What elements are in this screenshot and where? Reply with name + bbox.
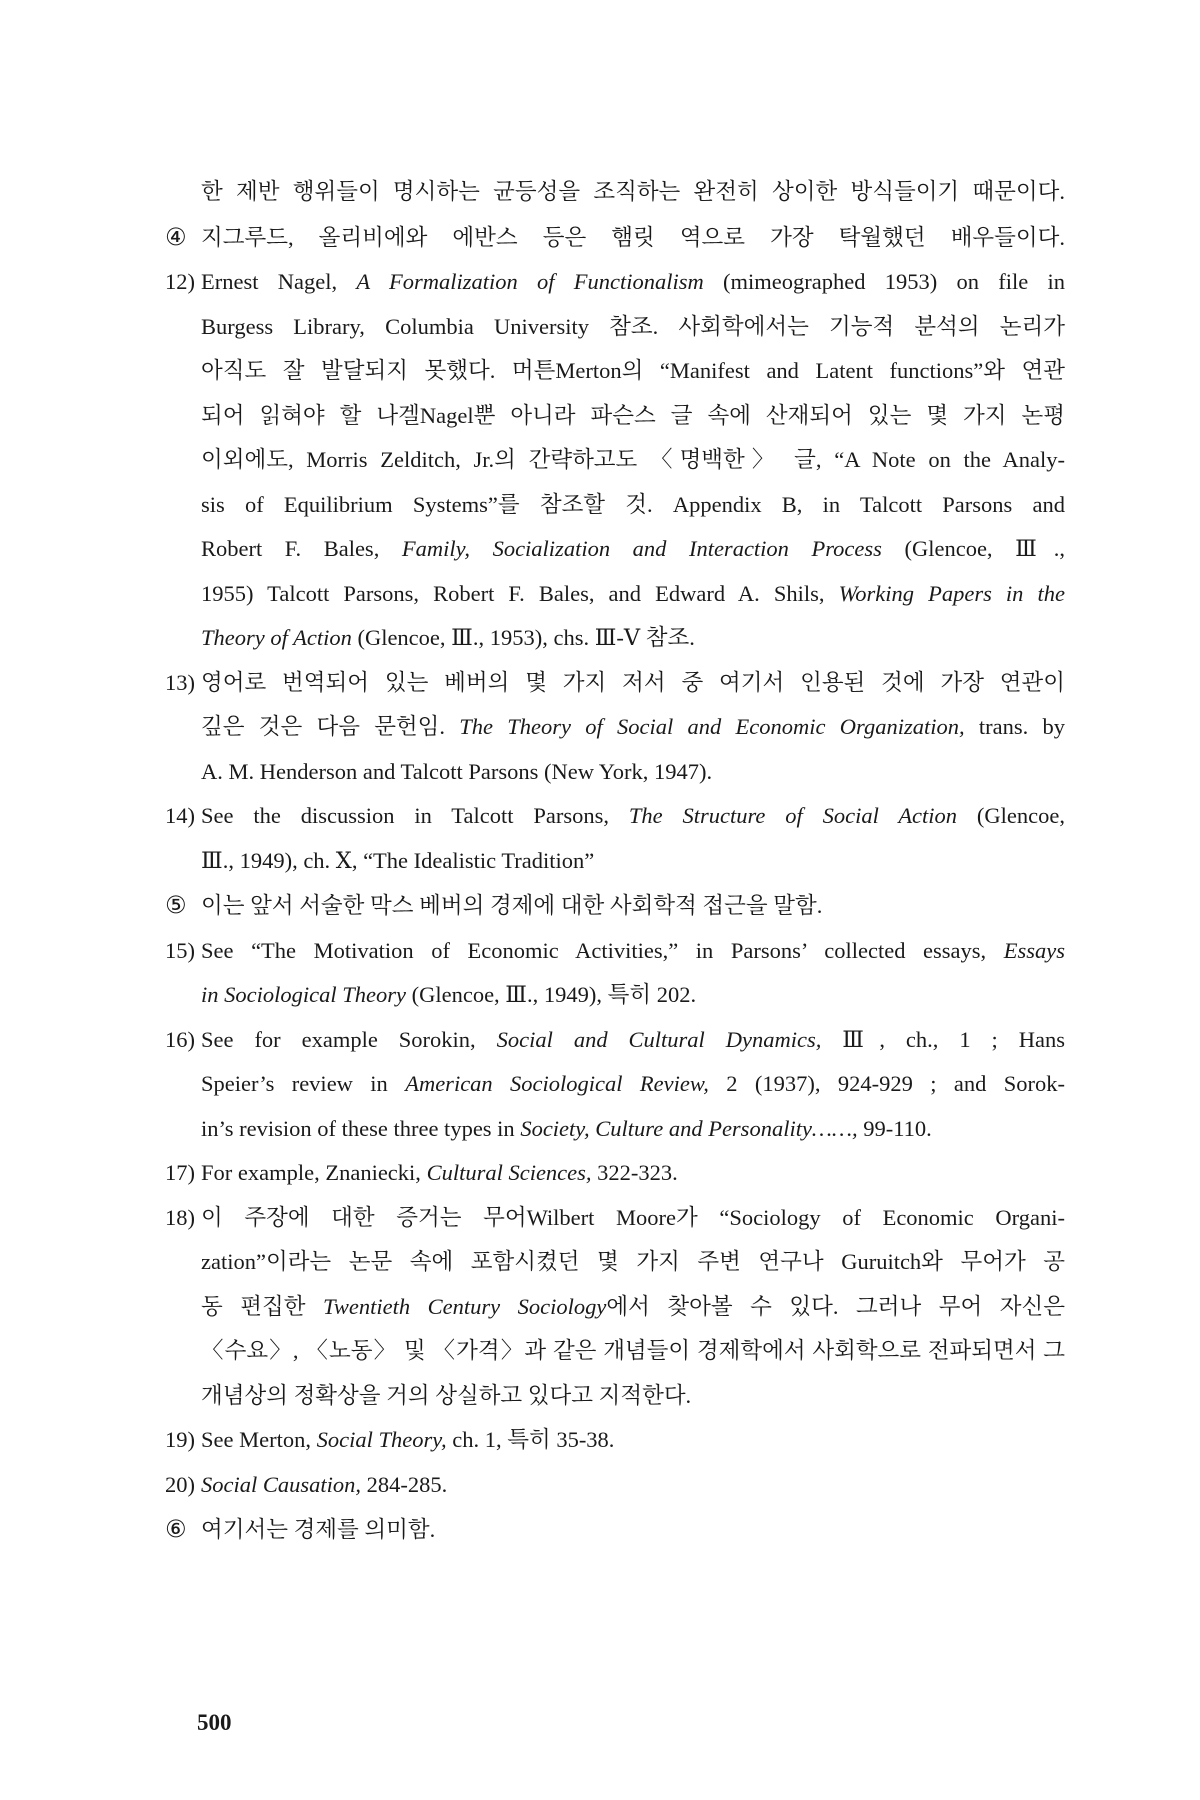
translator-note-line (165, 883, 1065, 929)
footnote-continuation-line (165, 1062, 1065, 1107)
footnote-continuation-line (165, 572, 1065, 617)
citation-title: Social and Cultural Dynamics, (496, 1026, 822, 1052)
footnote-continuation-line (165, 305, 1065, 350)
footnote-text: See for example Sorokin, (201, 1026, 497, 1052)
footnote-line (165, 1018, 1065, 1063)
footnote-text: (Glencoe, Ⅲ., 1953), chs. Ⅲ-Ⅴ 참조. (351, 625, 695, 650)
footnote-text: Ernest Nagel, (201, 269, 357, 294)
citation-title: American Sociological Review, (405, 1071, 709, 1096)
translator-note-marker: ⑤ (165, 891, 187, 919)
footnote-text: 이 주장에 대한 증거는 무어Wilbert Moore가 “Sociology of Economic Organi- (201, 1204, 1065, 1230)
footnote-text: (Glencoe, Ⅲ., (881, 536, 1066, 561)
citation-title: Twentieth Century Sociology (323, 1293, 607, 1319)
footnote-text: ch. 1, 특히 35-38. (446, 1427, 615, 1452)
footnote-text: (Glencoe, (957, 803, 1065, 828)
footnote-text: 영어로 번역되어 있는 베버의 몇 가지 저서 중 여기서 인용된 것에 가장 연관이 (201, 669, 1065, 695)
footnote-line (165, 260, 1065, 305)
footnote-continuation-line (165, 349, 1065, 394)
footnote-number: 19) (165, 1427, 195, 1452)
footnote-continuation-line (165, 483, 1065, 528)
footnote-text: 99-110. (857, 1115, 932, 1141)
footnote-number: 13) (165, 669, 195, 695)
footnote-line (165, 794, 1065, 839)
citation-title: The Structure of Social Action (628, 803, 958, 828)
translator-note-marker: ⑥ (165, 1515, 187, 1543)
footnote-text: (mimeographed 1953) on file in (703, 269, 1065, 294)
footnote-continuation-line (165, 527, 1065, 572)
footnote-text: 되어 읽혀야 할 나겔Nagel뿐 아니라 파슨스 글 속에 산재되어 있는 몇 가지 논평 (201, 402, 1065, 428)
footnote-text: 여기서는 경제를 의미함. (201, 1517, 436, 1542)
footnote-line (165, 1196, 1065, 1241)
footnotes-block (165, 170, 1065, 1553)
footnote-continuation-line (165, 973, 1065, 1018)
footnote-text: 이는 앞서 서술한 막스 베버의 경제에 대한 사회학적 접근을 말함. (201, 893, 823, 918)
footnote-line (165, 1418, 1065, 1463)
footnote-text: See Merton, (201, 1427, 317, 1452)
footnote-continuation-line (165, 839, 1065, 884)
footnote-continuation-line (165, 705, 1065, 750)
translator-note-line (165, 215, 1065, 261)
citation-title: Cultural Sciences, (426, 1160, 592, 1185)
footnote-continuation-line (165, 170, 1065, 215)
citation-title: Society, Culture and Personality……, (520, 1115, 858, 1141)
footnote-text: zation”이라는 논문 속에 포함시켰던 몇 가지 주변 연구나 Guruitch와 무어가 공 (201, 1249, 1065, 1274)
footnote-continuation-line (165, 438, 1065, 483)
footnote-text: 에서 찾아볼 수 있다. 그러나 무어 자신은 (606, 1293, 1065, 1319)
page-number: 500 (197, 1710, 232, 1735)
footnote-text: 아직도 잘 발달되지 못했다. 머튼Merton의 “Manifest and Latent functions”와 연관 (201, 358, 1065, 383)
translator-note-marker: ④ (165, 222, 187, 251)
footnote-text: A. M. Henderson and Talcott Parsons (New York, 1947). (201, 758, 713, 784)
footnote-line (165, 1151, 1065, 1196)
footnote-text: 2 (1937), 924-929 ; and Sorok- (708, 1071, 1065, 1096)
footnote-text: Robert F. Bales, (201, 536, 402, 561)
footnote-continuation-line (165, 616, 1065, 661)
footnote-text: in’s revision of these three types in (201, 1115, 521, 1141)
footnote-text: 한 제반 행위들이 명시하는 균등성을 조직하는 완전히 상이한 방식들이기 때문이다. (201, 179, 1065, 204)
footnote-text: Speier’s review in (201, 1071, 406, 1096)
footnote-continuation-line (165, 1329, 1065, 1374)
footnote-text: For example, Znaniecki, (201, 1160, 427, 1185)
footnote-text: See the discussion in Talcott Parsons, (201, 803, 629, 828)
footnote-continuation-line (165, 1107, 1065, 1152)
footnote-text: trans. by (964, 714, 1065, 739)
citation-title: Social Causation, (201, 1471, 362, 1497)
footnote-number: 15) (165, 937, 195, 963)
footnote-text: Ⅲ, ch., 1 ; Hans (821, 1026, 1065, 1052)
footnote-continuation-line (165, 1374, 1065, 1419)
footnote-continuation-line (165, 1240, 1065, 1285)
footnote-text: sis of Equilibrium Systems”를 참조할 것. Appendix B, in Talcott Parsons and (201, 491, 1065, 517)
citation-title: Family, Socialization and Interaction Process (401, 536, 882, 561)
footnote-text: Burgess Library, Columbia University 참조. 사회학에서는 기능적 분석의 논리가 (201, 313, 1065, 339)
footnote-text: 지그루드, 올리비에와 에반스 등은 햄릿 역으로 가장 탁월했던 배우들이다. (201, 224, 1065, 250)
footnote-text: 개념상의 정확상을 거의 상실하고 있다고 지적한다. (201, 1382, 692, 1408)
footnote-text: (Glencoe, Ⅲ., 1949), 특히 202. (405, 982, 697, 1007)
footnote-number: 17) (165, 1160, 195, 1185)
footnote-line (165, 1463, 1065, 1508)
footnote-number: 18) (165, 1204, 195, 1230)
footnote-text: 깊은 것은 다음 문헌임. (201, 714, 460, 739)
footnote-text: 322-323. (591, 1160, 678, 1185)
footnote-text: 284-285. (361, 1471, 448, 1497)
footnote-continuation-line (165, 750, 1065, 795)
citation-title: Theory of Action (201, 625, 352, 650)
footnote-number: 20) (165, 1471, 195, 1497)
footnote-text: See “The Motivation of Economic Activities,” in Parsons’ collected essays, (201, 937, 1004, 963)
citation-title: Essays (1003, 937, 1065, 963)
footnote-continuation-line (165, 394, 1065, 439)
translator-note-line (165, 1507, 1065, 1553)
footnote-line (165, 929, 1065, 974)
footnote-continuation-line (165, 1285, 1065, 1330)
footnote-text: 동 편집한 (201, 1293, 324, 1319)
footnote-line (165, 661, 1065, 706)
footnote-text: 이외에도, Morris Zelditch, Jr.의 간략하고도 〈명백한〉 글, “A Note on the Analy- (201, 447, 1065, 472)
footnote-number: 16) (165, 1026, 195, 1052)
citation-title: A Formalization of Functionalism (356, 269, 704, 294)
footnote-number: 14) (165, 803, 195, 828)
citation-title: in Sociological Theory (201, 982, 406, 1007)
footnote-text: 1955) Talcott Parsons, Robert F. Bales, and Edward A. Shils, (201, 580, 839, 606)
footnote-text: 〈수요〉, 〈노동〉 및 〈가격〉과 같은 개념들이 경제학에서 사회학으로 전파되면서 그 (201, 1338, 1065, 1363)
footnote-text: Ⅲ., 1949), ch. Ⅹ, “The Idealistic Tradition” (201, 847, 595, 873)
citation-title: Working Papers in the (838, 580, 1066, 606)
citation-title: Social Theory, (316, 1427, 447, 1452)
citation-title: The Theory of Social and Economic Organization, (459, 714, 965, 739)
footnote-number: 12) (165, 269, 195, 294)
